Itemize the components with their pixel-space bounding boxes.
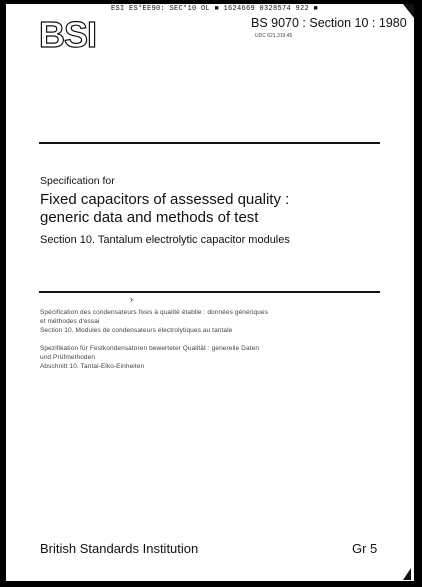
french-title-line: Section 10. Modules de condensateurs électrolytiques au tantale <box>40 327 233 334</box>
arrow-mark: › <box>130 294 133 304</box>
german-title-line: und Prüfmethoden <box>40 354 96 361</box>
bottom-rule <box>39 291 380 293</box>
section-title: Section 10. Tantalum electrolytic capacitor modules <box>40 234 290 246</box>
title-line-1: Fixed capacitors of assessed quality : <box>40 191 290 208</box>
scan-edge-mark <box>403 4 414 18</box>
french-title-line: et méthodes d'essai <box>40 318 100 325</box>
udc-reference: UDC 621.319.45 <box>255 33 293 39</box>
german-title-line: Abschnitt 10. Tantal-Elko-Einheiten <box>40 363 145 370</box>
top-rule <box>39 142 380 144</box>
price-grade: Gr 5 <box>352 541 378 556</box>
bsi-logo <box>39 14 97 55</box>
scan-edge-mark <box>401 567 411 579</box>
publisher-name: British Standards Institution <box>40 541 199 556</box>
german-title-line: Spezifikation für Festkondensatoren bewerteter Qualität : generelle Daten <box>40 345 260 352</box>
document-page <box>6 4 414 581</box>
french-title-line: Spécification des condensateurs fixes à qualité établie : données génériques <box>40 309 269 316</box>
standard-number: BS 9070 : Section 10 : 1980 <box>251 16 407 30</box>
spec-label: Specification for <box>40 175 115 187</box>
title-line-2: generic data and methods of test <box>40 209 259 226</box>
scan-header-code: ESI ES*EE90: SEC*10 OL ■ 1624669 0328574 922 ■ <box>111 5 319 13</box>
svg-text:BSI: BSI <box>39 14 97 55</box>
